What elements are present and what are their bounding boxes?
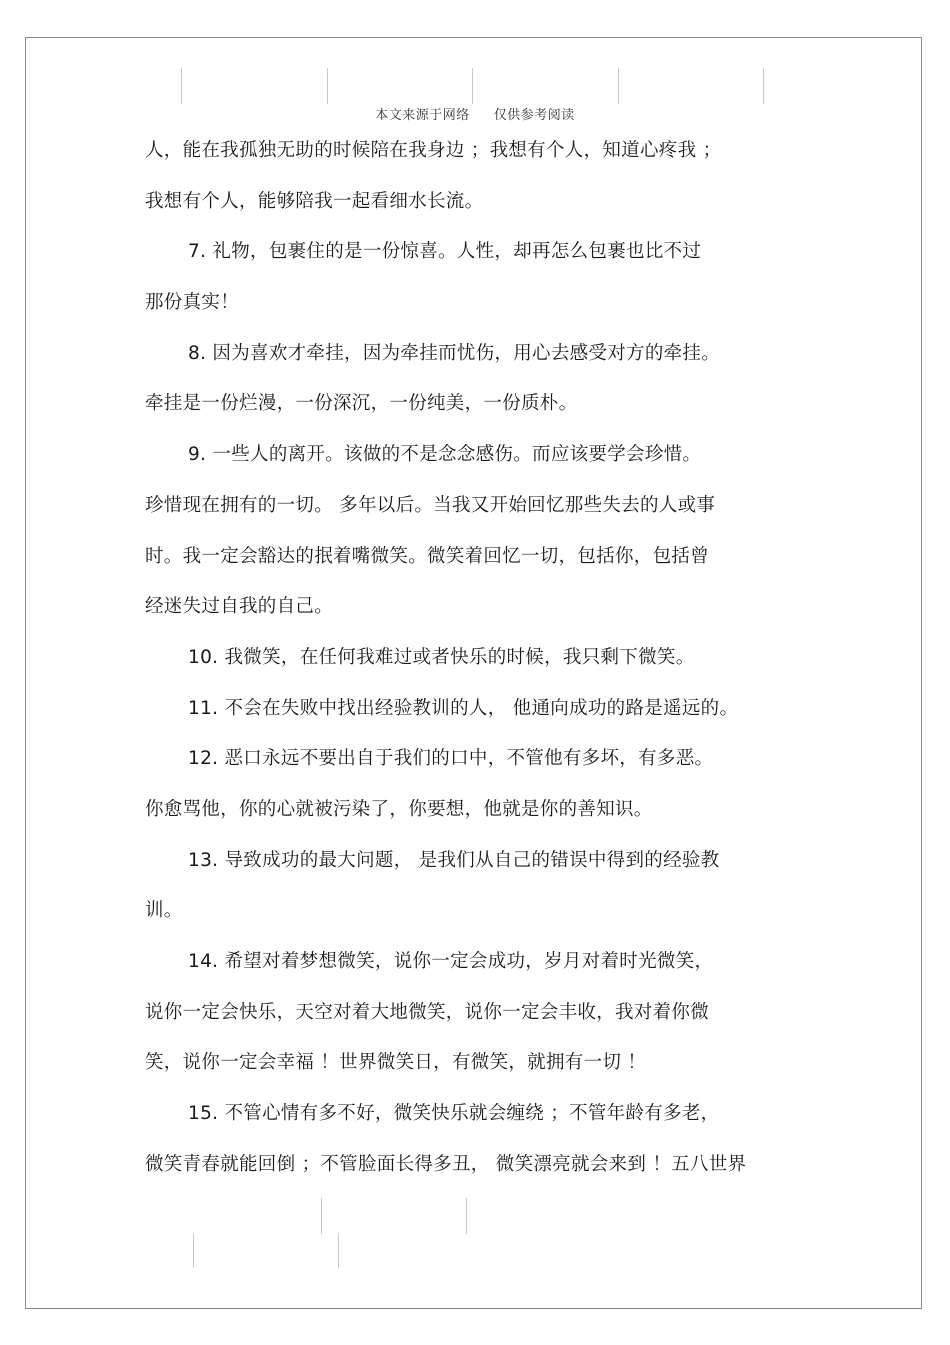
text-line: 经迷失过自我的自己。 <box>145 596 334 618</box>
document-body <box>145 133 810 1197</box>
list-item-14: 14. 希望对着梦想微笑，说你一定会成功，岁月对着时光微笑， <box>188 951 714 972</box>
top-column-tick <box>181 68 182 104</box>
text-line: 笑，说你一定会幸福 ！世界微笑日，有微笑，就拥有一切 ！ <box>145 1052 647 1074</box>
list-item-15: 15. 不管心情有多不好，微笑快乐就会缠绕 ；不管年龄有多老， <box>188 1103 720 1125</box>
list-item-11: 11. 不会在失败中找出经验教训的人， 他通向成功的路是遥远的。 <box>188 697 739 719</box>
text-line: 你愈骂他，你的心就被污染了，你要想，他就是你的善知识。 <box>145 798 653 820</box>
text-line: 珍惜现在拥有的一切。 多年以后。当我又开始回忆那些失去的人或事 <box>145 494 716 516</box>
text-line: 我想有个人，能够陪我一起看细水长流。 <box>145 190 484 212</box>
bottom-column-tick <box>466 1198 467 1234</box>
header-note-text: 仅供参考阅读 <box>493 108 575 123</box>
text-line: 那份真实！ <box>145 292 240 314</box>
list-item-13: 13. 导致成功的最大问题， 是我们从自己的错误中得到的经验教 <box>188 849 720 871</box>
list-item-12: 12. 恶口永远不要出自于我们的口中，不管他有多坏，有多恶。 <box>188 748 714 770</box>
bottom-column-tick <box>338 1234 339 1268</box>
top-column-tick <box>472 68 473 104</box>
list-item-10: 10. 我微笑，在任何我难过或者快乐的时候，我只剩下微笑。 <box>188 646 695 668</box>
text-line: 时。我一定会豁达的抿着嘴微笑。微笑着回忆一切，包括你，包括曾 <box>145 545 710 567</box>
list-item-7: 7. 礼物，包裹住的是一份惊喜。人性，却再怎么包裹也比不过 <box>188 241 702 263</box>
text-line: 牵挂是一份烂漫，一份深沉，一份纯美，一份质朴。 <box>145 393 578 415</box>
list-item-8: 8. 因为喜欢才牵挂，因为牵挂而忧伤，用心去感受对方的牵挂。 <box>188 342 721 364</box>
top-column-tick <box>618 68 619 104</box>
text-line: 微笑青春就能回倒 ；不管脸面长得多丑， 微笑漂亮就会来到 ！五八世界 <box>145 1153 747 1175</box>
top-column-tick <box>763 68 764 104</box>
bottom-column-tick <box>193 1234 194 1268</box>
text-line: 说你一定会快乐，天空对着大地微笑，说你一定会丰收，我对着你微 <box>145 1001 710 1023</box>
text-line: 人，能在我孤独无助的时候陪在我身边 ；我想有个人，知道心疼我 ； <box>145 140 722 161</box>
header-source-text: 本文来源于网络 <box>375 108 470 123</box>
bottom-column-tick <box>321 1198 322 1234</box>
top-column-tick <box>327 68 328 104</box>
list-item-9: 9. 一些人的离开。该做的不是念念感伤。而应该要学会珍惜。 <box>188 444 702 466</box>
page-header <box>0 104 950 123</box>
text-line: 训。 <box>145 900 183 922</box>
